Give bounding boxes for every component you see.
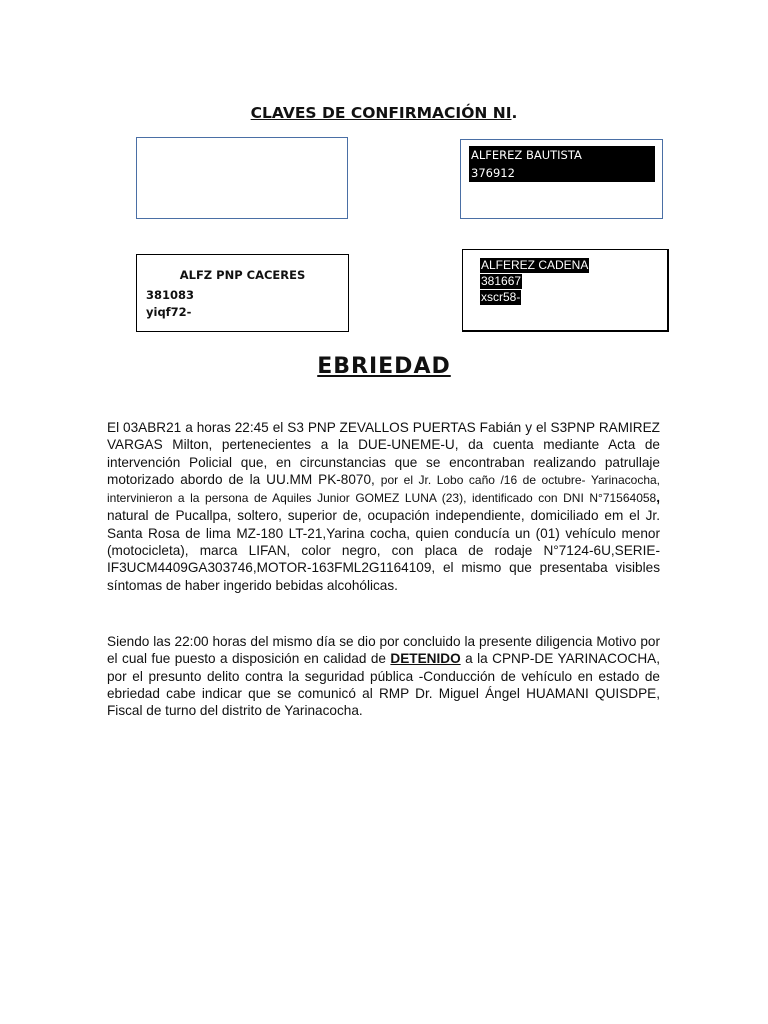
- p1-part-a: El 03ABR21 a horas 22:45 el S3 PNP ZEVALLOS PUERTAS Fabián y el S3PNP RAMIREZ VARGAS Milton, pertenecientes a la DUE-UNEME-U, da cuenta mediante Acta de intervención Policial que, en circunstancias que se encontraban realizando patrullaje motorizado abordo de la UU.MM PK-8070,: [107, 420, 660, 487]
- document-title-period: .: [511, 104, 518, 122]
- code-box-caceres-number: 381083: [146, 288, 195, 302]
- report-paragraph-2: [107, 633, 660, 719]
- report-paragraph-1: [107, 419, 660, 594]
- code-box-bautista-number: 376912: [471, 166, 515, 180]
- code-box-cadena-key: xscr58-: [481, 290, 521, 304]
- p2-part-a: Siendo las 22:00 horas del mismo día se dio por concluido la presente diligencia Motivo por el cual fue puesto a disposición en calidad de: [107, 634, 660, 667]
- p1-part-c: ,: [656, 490, 660, 506]
- document-title: [0, 104, 768, 122]
- code-box-bautista-name: ALFEREZ BAUTISTA: [471, 148, 582, 162]
- section-heading: EBRIEDAD: [317, 354, 451, 379]
- code-box-cadena: [462, 249, 669, 332]
- p2-part-c: a la CPNP-DE YARINACOCHA, por el presunto delito contra la seguridad pública -Conducción de vehículo en estado de ebriedad cabe indicar que se comunicó al RMP Dr. Miguel Ángel HUAMANI QUISDPE, Fiscal de turno del distrito de Yarinacocha.: [107, 651, 660, 719]
- detenido-label: DETENIDO: [390, 651, 461, 667]
- code-box-cadena-number: 381667: [481, 274, 522, 288]
- p1-part-d: natural de Pucallpa, soltero, superior de, ocupación independiente, domiciliado em el Jr. Santa Rosa de lima MZ-180 LT-21,Yarina cocha, quien conducía un (01) vehículo menor (motocicleta), marca LIFAN, color negro, con placa de rodaje N°7124-6U,SERIE-IF3UCM4409GA303746,MOTOR-163FML2G1164109, el mismo que presentaba visibles síntomas de haber ingerido bebidas alcohólicas.: [107, 508, 660, 593]
- code-box-caceres-name: ALFZ PNP CACERES: [179, 268, 306, 282]
- code-box-caceres-key: yiqf72-: [146, 305, 192, 319]
- document-title-text: CLAVES DE CONFIRMACIÓN NI: [250, 104, 512, 122]
- p1-part-b: por el Jr. Lobo caño /16 de octubre- Yarinacocha, intervinieron a la persona de Aquiles Junior GOMEZ LUNA (23), identificado con DNI N°71564058: [107, 472, 661, 506]
- empty-code-box: [136, 137, 348, 219]
- code-box-cadena-name: ALFEREZ CADENA: [481, 258, 589, 272]
- code-box-bautista: [460, 139, 663, 219]
- code-box-caceres: [136, 254, 349, 332]
